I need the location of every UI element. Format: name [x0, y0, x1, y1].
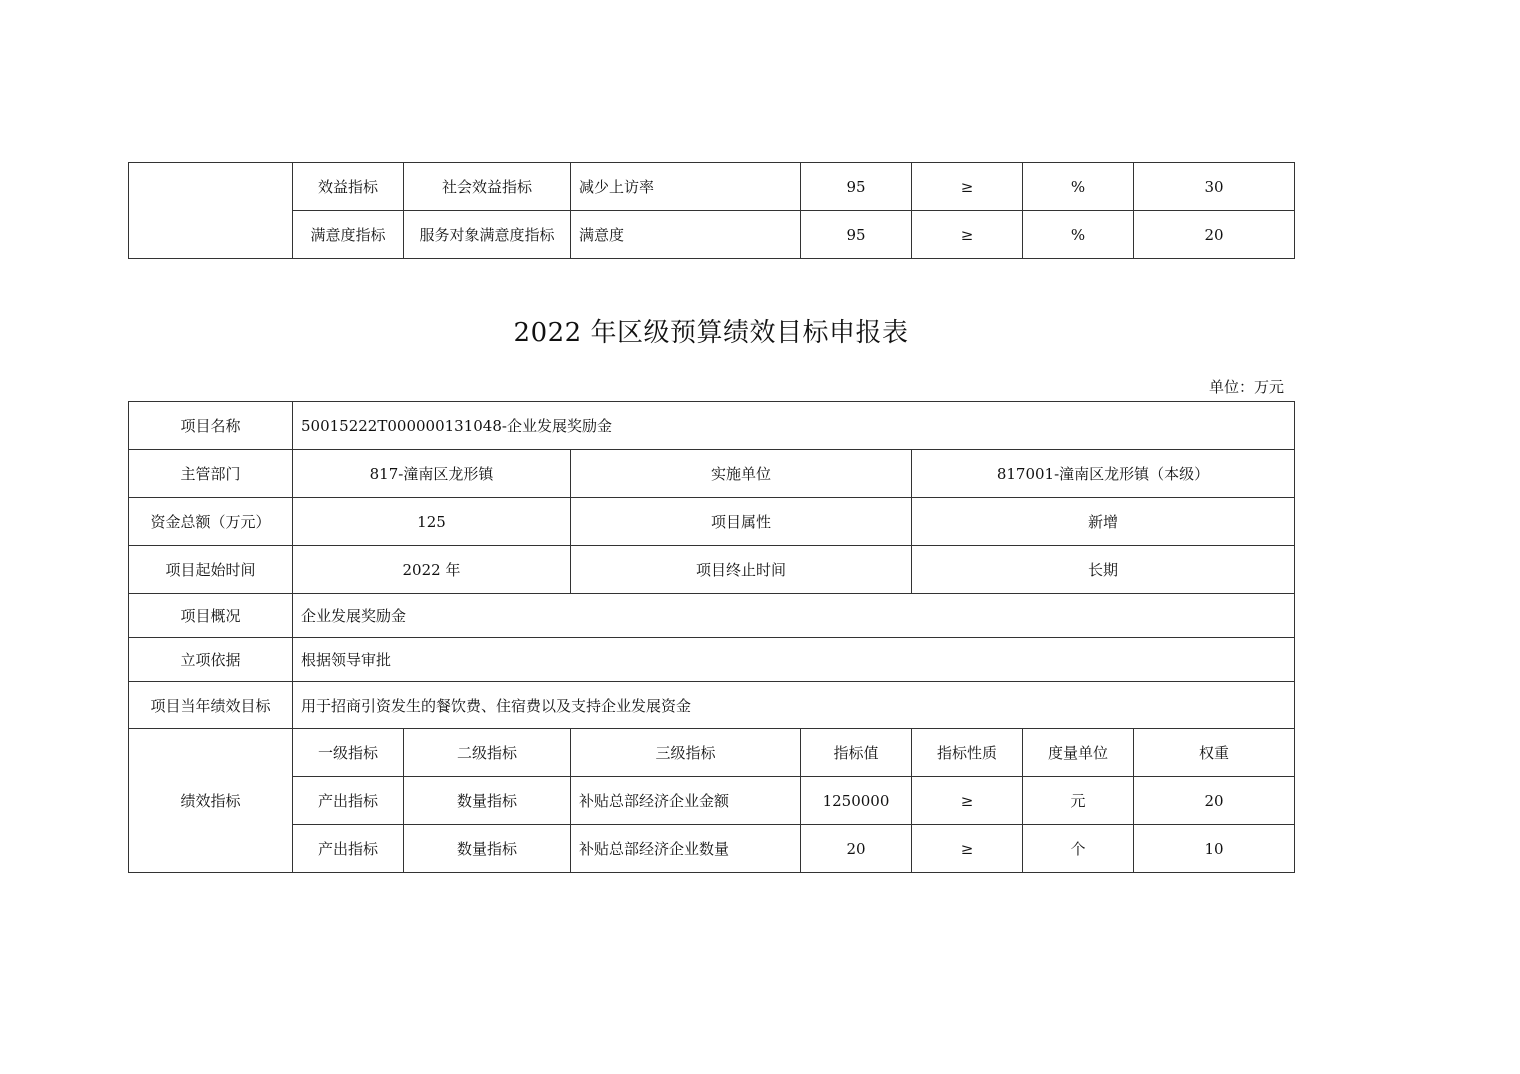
nature-cell: ≥	[912, 163, 1023, 211]
level3-cell: 满意度	[571, 211, 801, 259]
table-row	[129, 211, 1295, 259]
table-row	[129, 402, 1295, 450]
level3-cell: 补贴总部经济企业金额	[571, 777, 801, 825]
value-cell: 20	[801, 825, 912, 873]
level3-cell: 减少上访率	[571, 163, 801, 211]
dept-value: 817-潼南区龙形镇	[293, 450, 571, 498]
header-level2: 二级指标	[404, 729, 571, 777]
project-name-value: 50015222T000000131048-企业发展奖励金	[293, 402, 1295, 450]
dept-label: 主管部门	[129, 450, 293, 498]
attr-label: 项目属性	[571, 498, 912, 546]
overview-label: 项目概况	[129, 594, 293, 638]
nature-cell: ≥	[912, 211, 1023, 259]
header-value: 指标值	[801, 729, 912, 777]
table-row	[129, 594, 1295, 638]
end-value: 长期	[912, 546, 1295, 594]
level2-cell: 数量指标	[404, 825, 571, 873]
end-label: 项目终止时间	[571, 546, 912, 594]
goal-label: 项目当年绩效目标	[129, 682, 293, 729]
project-name-label: 项目名称	[129, 402, 293, 450]
impl-label: 实施单位	[571, 450, 912, 498]
weight-cell: 20	[1134, 777, 1295, 825]
budget-target-table	[128, 401, 1295, 873]
page-title: 2022 年区级预算绩效目标申报表	[513, 318, 909, 348]
value-cell: 95	[801, 163, 912, 211]
table-row	[129, 825, 1295, 873]
weight-cell: 10	[1134, 825, 1295, 873]
value-cell: 95	[801, 211, 912, 259]
table-row	[129, 729, 1295, 777]
start-label: 项目起始时间	[129, 546, 293, 594]
level2-cell: 数量指标	[404, 777, 571, 825]
level1-cell: 产出指标	[293, 777, 404, 825]
weight-cell: 20	[1134, 211, 1295, 259]
level3-cell: 补贴总部经济企业数量	[571, 825, 801, 873]
overview-value: 企业发展奖励金	[293, 594, 1295, 638]
level1-cell: 满意度指标	[293, 211, 404, 259]
nature-cell: ≥	[912, 825, 1023, 873]
unit-cell: %	[1023, 163, 1134, 211]
basis-label: 立项依据	[129, 638, 293, 682]
level2-cell: 服务对象满意度指标	[404, 211, 571, 259]
table-row	[129, 777, 1295, 825]
fund-value: 125	[293, 498, 571, 546]
table-row	[129, 682, 1295, 729]
fund-label: 资金总额（万元）	[129, 498, 293, 546]
merged-empty-cell	[129, 163, 293, 259]
start-value: 2022 年	[293, 546, 571, 594]
impl-value: 817001-潼南区龙形镇（本级）	[912, 450, 1295, 498]
header-level1: 一级指标	[293, 729, 404, 777]
attr-value: 新增	[912, 498, 1295, 546]
goal-value: 用于招商引资发生的餐饮费、住宿费以及支持企业发展资金	[293, 682, 1295, 729]
unit-note: 单位：万元	[1208, 378, 1284, 396]
table-row	[129, 638, 1295, 682]
header-unit: 度量单位	[1023, 729, 1134, 777]
basis-value: 根据领导审批	[293, 638, 1295, 682]
level2-cell: 社会效益指标	[404, 163, 571, 211]
header-nature: 指标性质	[912, 729, 1023, 777]
level1-cell: 产出指标	[293, 825, 404, 873]
table-row	[129, 546, 1295, 594]
header-weight: 权重	[1134, 729, 1295, 777]
nature-cell: ≥	[912, 777, 1023, 825]
unit-cell: %	[1023, 211, 1134, 259]
table-row	[129, 163, 1295, 211]
unit-cell: 个	[1023, 825, 1134, 873]
level1-cell: 效益指标	[293, 163, 404, 211]
unit-cell: 元	[1023, 777, 1134, 825]
value-cell: 1250000	[801, 777, 912, 825]
weight-cell: 30	[1134, 163, 1295, 211]
table-row	[129, 450, 1295, 498]
header-level3: 三级指标	[571, 729, 801, 777]
continued-indicator-table	[128, 162, 1295, 259]
table-row	[129, 498, 1295, 546]
indicators-label: 绩效指标	[129, 729, 293, 873]
